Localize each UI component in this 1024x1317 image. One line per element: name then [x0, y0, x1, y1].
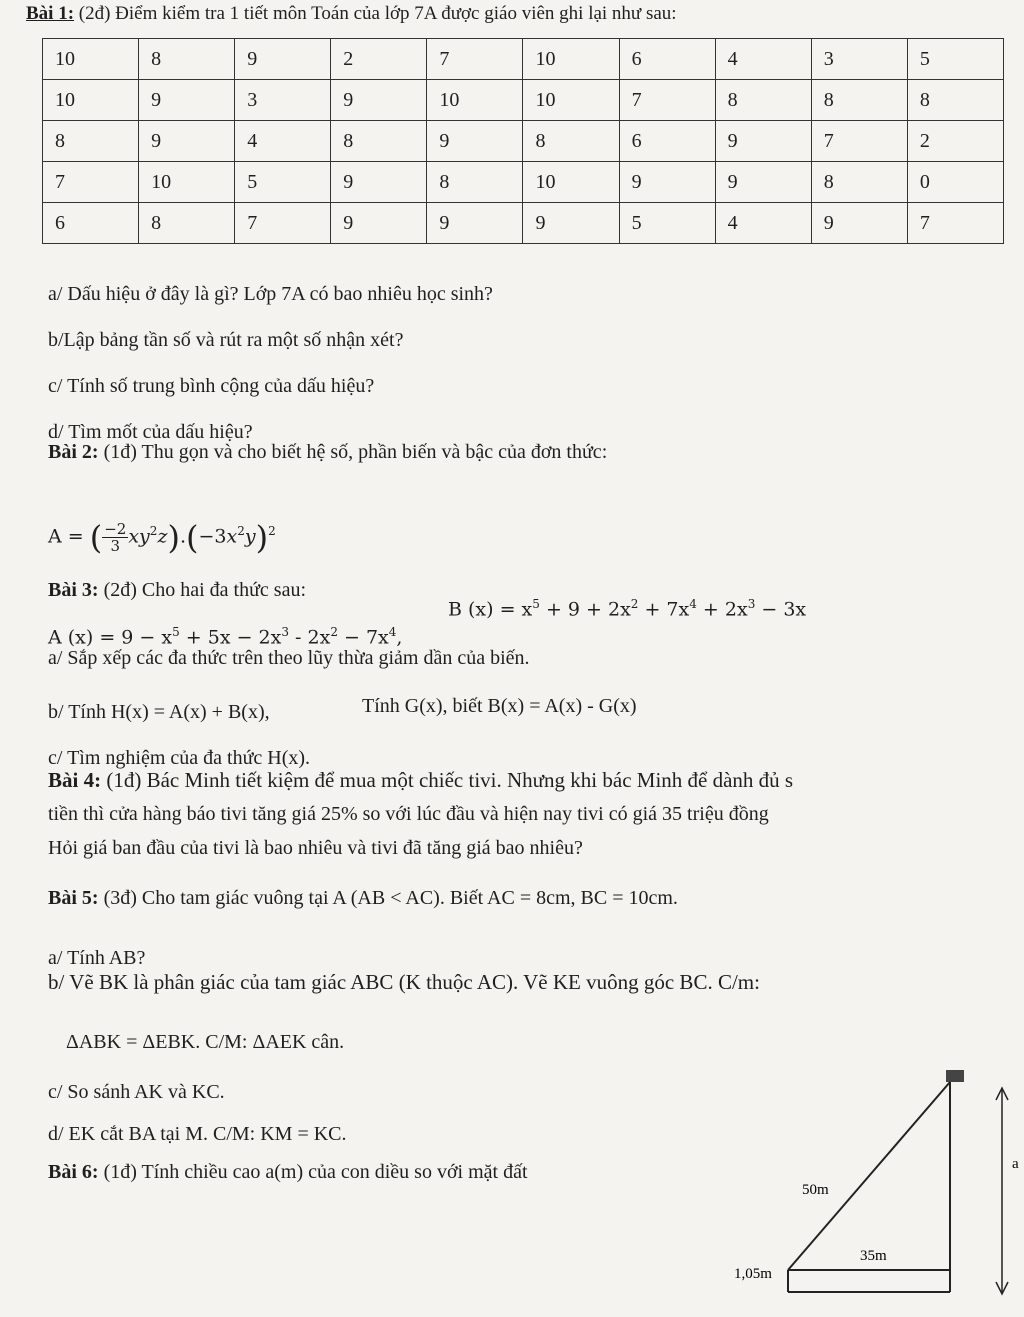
table-cell: 9 [619, 162, 715, 203]
table-cell: 9 [715, 121, 811, 162]
table-cell: 2 [331, 39, 427, 80]
table-cell: 10 [523, 80, 619, 121]
table-cell: 2 [907, 121, 1003, 162]
bai2-text: (1đ) Thu gọn và cho biết hệ số, phần biến và bậc của đơn thức: [103, 441, 608, 463]
table-cell: 9 [139, 80, 235, 121]
bai1-qc: c/ Tính số trung bình cộng của dấu hiệu? [48, 375, 375, 397]
table-cell: 4 [715, 39, 811, 80]
table-cell: 7 [427, 39, 523, 80]
table-cell: 6 [43, 203, 139, 244]
table-row [43, 162, 1004, 203]
table-cell: 10 [139, 162, 235, 203]
table-row [43, 121, 1004, 162]
table-cell: 7 [619, 80, 715, 121]
table-cell: 8 [427, 162, 523, 203]
table-cell: 10 [523, 162, 619, 203]
table-cell: 8 [523, 121, 619, 162]
kite-diagram [720, 1060, 1020, 1300]
label-ground: 35m [860, 1248, 887, 1264]
table-cell: 7 [811, 121, 907, 162]
table-cell: 9 [811, 203, 907, 244]
table-cell: 6 [619, 39, 715, 80]
bai5-title: Bài 5: [48, 887, 99, 909]
label-a: a [1012, 1156, 1019, 1172]
table-cell: 0 [907, 162, 1003, 203]
table-cell: 9 [331, 203, 427, 244]
monomial-lhs: A = [48, 525, 84, 548]
bai3-qb2: Tính G(x), biết B(x) = A(x) - G(x) [362, 695, 637, 717]
table-cell: 5 [907, 39, 1003, 80]
bai4-line3: Hỏi giá ban đầu của tivi là bao nhiêu và tivi đã tăng giá bao nhiêu? [48, 837, 583, 859]
table-cell: 10 [43, 39, 139, 80]
fraction-numerator: −2 [104, 519, 127, 538]
table-cell: 5 [619, 203, 715, 244]
label-string: 50m [802, 1182, 829, 1198]
bai1-qb: b/Lập bảng tần số và rút ra một số nhận xét? [48, 329, 404, 351]
bai4-line2: tiền thì cửa hàng báo tivi tăng giá 25% so với lúc đầu và hiện nay tivi có giá 35 triệu đồng [48, 803, 769, 825]
bai6-title: Bài 6: [48, 1161, 99, 1183]
table-cell: 7 [43, 162, 139, 203]
bai1-qa: a/ Dấu hiệu ở đây là gì? Lớp 7A có bao nhiêu học sinh? [48, 283, 493, 305]
bai3-qc: c/ Tìm nghiệm của đa thức H(x). [48, 747, 311, 769]
bai5-qd: d/ EK cắt BA tại M. C/M: KM = KC. [48, 1123, 347, 1145]
table-cell: 6 [619, 121, 715, 162]
bai5-qb: b/ Vẽ BK là phân giác của tam giác ABC (K thuộc AC). Vẽ KE vuông góc BC. C/m: [48, 970, 760, 994]
bai3-text: (2đ) Cho hai đa thức sau: [103, 579, 307, 601]
bai3-header [48, 578, 306, 602]
table-cell: 9 [427, 203, 523, 244]
table-cell: 8 [331, 121, 427, 162]
bai5-header [48, 886, 678, 910]
table-cell: 9 [331, 162, 427, 203]
table-cell: 9 [427, 121, 523, 162]
bai1-header [26, 2, 677, 26]
table-row [43, 80, 1004, 121]
table-cell: 4 [235, 121, 331, 162]
bai5-qc: c/ So sánh AK và KC. [48, 1081, 225, 1103]
table-cell: 9 [235, 39, 331, 80]
table-cell: 7 [235, 203, 331, 244]
table-cell: 8 [43, 121, 139, 162]
polynomial-a: A $(x) = 9 - x^5 + 5x - 2x^3 - 2x^2 - 7x^4$, [48, 625, 403, 649]
bai1-text: (2đ) Điểm kiểm tra 1 tiết môn Toán của lớp 7A được giáo viên ghi lại như sau: [78, 3, 677, 24]
bai3-qb1: b/ Tính H(x) = A(x) + B(x), [48, 701, 270, 723]
fraction-denominator: 3 [110, 536, 121, 555]
monomial-fraction [102, 521, 128, 554]
bai3-qa: a/ Sắp xếp các đa thức trên theo lũy thừa giảm dần của biến. [48, 647, 530, 669]
table-cell: 4 [715, 203, 811, 244]
kite-string-line [788, 1082, 950, 1270]
table-cell: 3 [811, 39, 907, 80]
table-cell: 9 [331, 80, 427, 121]
kite-icon [946, 1070, 964, 1082]
table-cell: 9 [139, 121, 235, 162]
table-cell: 9 [715, 162, 811, 203]
table-cell: 7 [907, 203, 1003, 244]
bai6-text: (1đ) Tính chiều cao a(m) của con diều so với mặt đất [103, 1161, 528, 1183]
bai5-text: (3đ) Cho tam giác vuông tại A (AB < AC). Biết AC = 8cm, BC = 10cm. [103, 887, 678, 909]
table-cell: 8 [811, 162, 907, 203]
table-cell: 3 [235, 80, 331, 121]
table-cell: 9 [523, 203, 619, 244]
bai2-header [48, 440, 607, 464]
table-cell: 8 [907, 80, 1003, 121]
table-cell: 8 [715, 80, 811, 121]
table-row [43, 39, 1004, 80]
table-cell: 10 [427, 80, 523, 121]
table-cell: 5 [235, 162, 331, 203]
bai2-monomial: A = ( $\frac{-2}{3}$ $xy^2z).(-3x^2y)^2$ [48, 518, 276, 557]
table-cell: 8 [139, 203, 235, 244]
bai5-qb2: ΔABK = ΔEBK. C/M: ΔAEK cân. [66, 1031, 345, 1053]
score-table [42, 38, 1004, 244]
label-height: 1,05m [734, 1266, 772, 1282]
bai4-title: Bài 4: [48, 768, 102, 792]
bai4-text-1: (1đ) Bác Minh tiết kiệm để mua một chiếc tivi. Nhưng khi bác Minh để dành đủ s [106, 768, 794, 792]
bai2-title: Bài 2: [48, 441, 99, 463]
table-cell: 10 [43, 80, 139, 121]
bai3-title: Bài 3: [48, 579, 99, 601]
bai5-qa: a/ Tính AB? [48, 947, 146, 969]
table-cell: 8 [811, 80, 907, 121]
polynomial-b: B $(x) = x^5 + 9 + 2x^2 + 7x^4 + 2x^3 - 3x$ [448, 597, 807, 621]
bai1-qd: d/ Tìm mốt của dấu hiệu? [48, 421, 253, 443]
bai6-header [48, 1160, 528, 1184]
table-cell: 10 [523, 39, 619, 80]
bai4-line1 [48, 768, 793, 792]
bai1-title: Bài 1: [26, 3, 75, 24]
table-row [43, 203, 1004, 244]
table-cell: 8 [139, 39, 235, 80]
